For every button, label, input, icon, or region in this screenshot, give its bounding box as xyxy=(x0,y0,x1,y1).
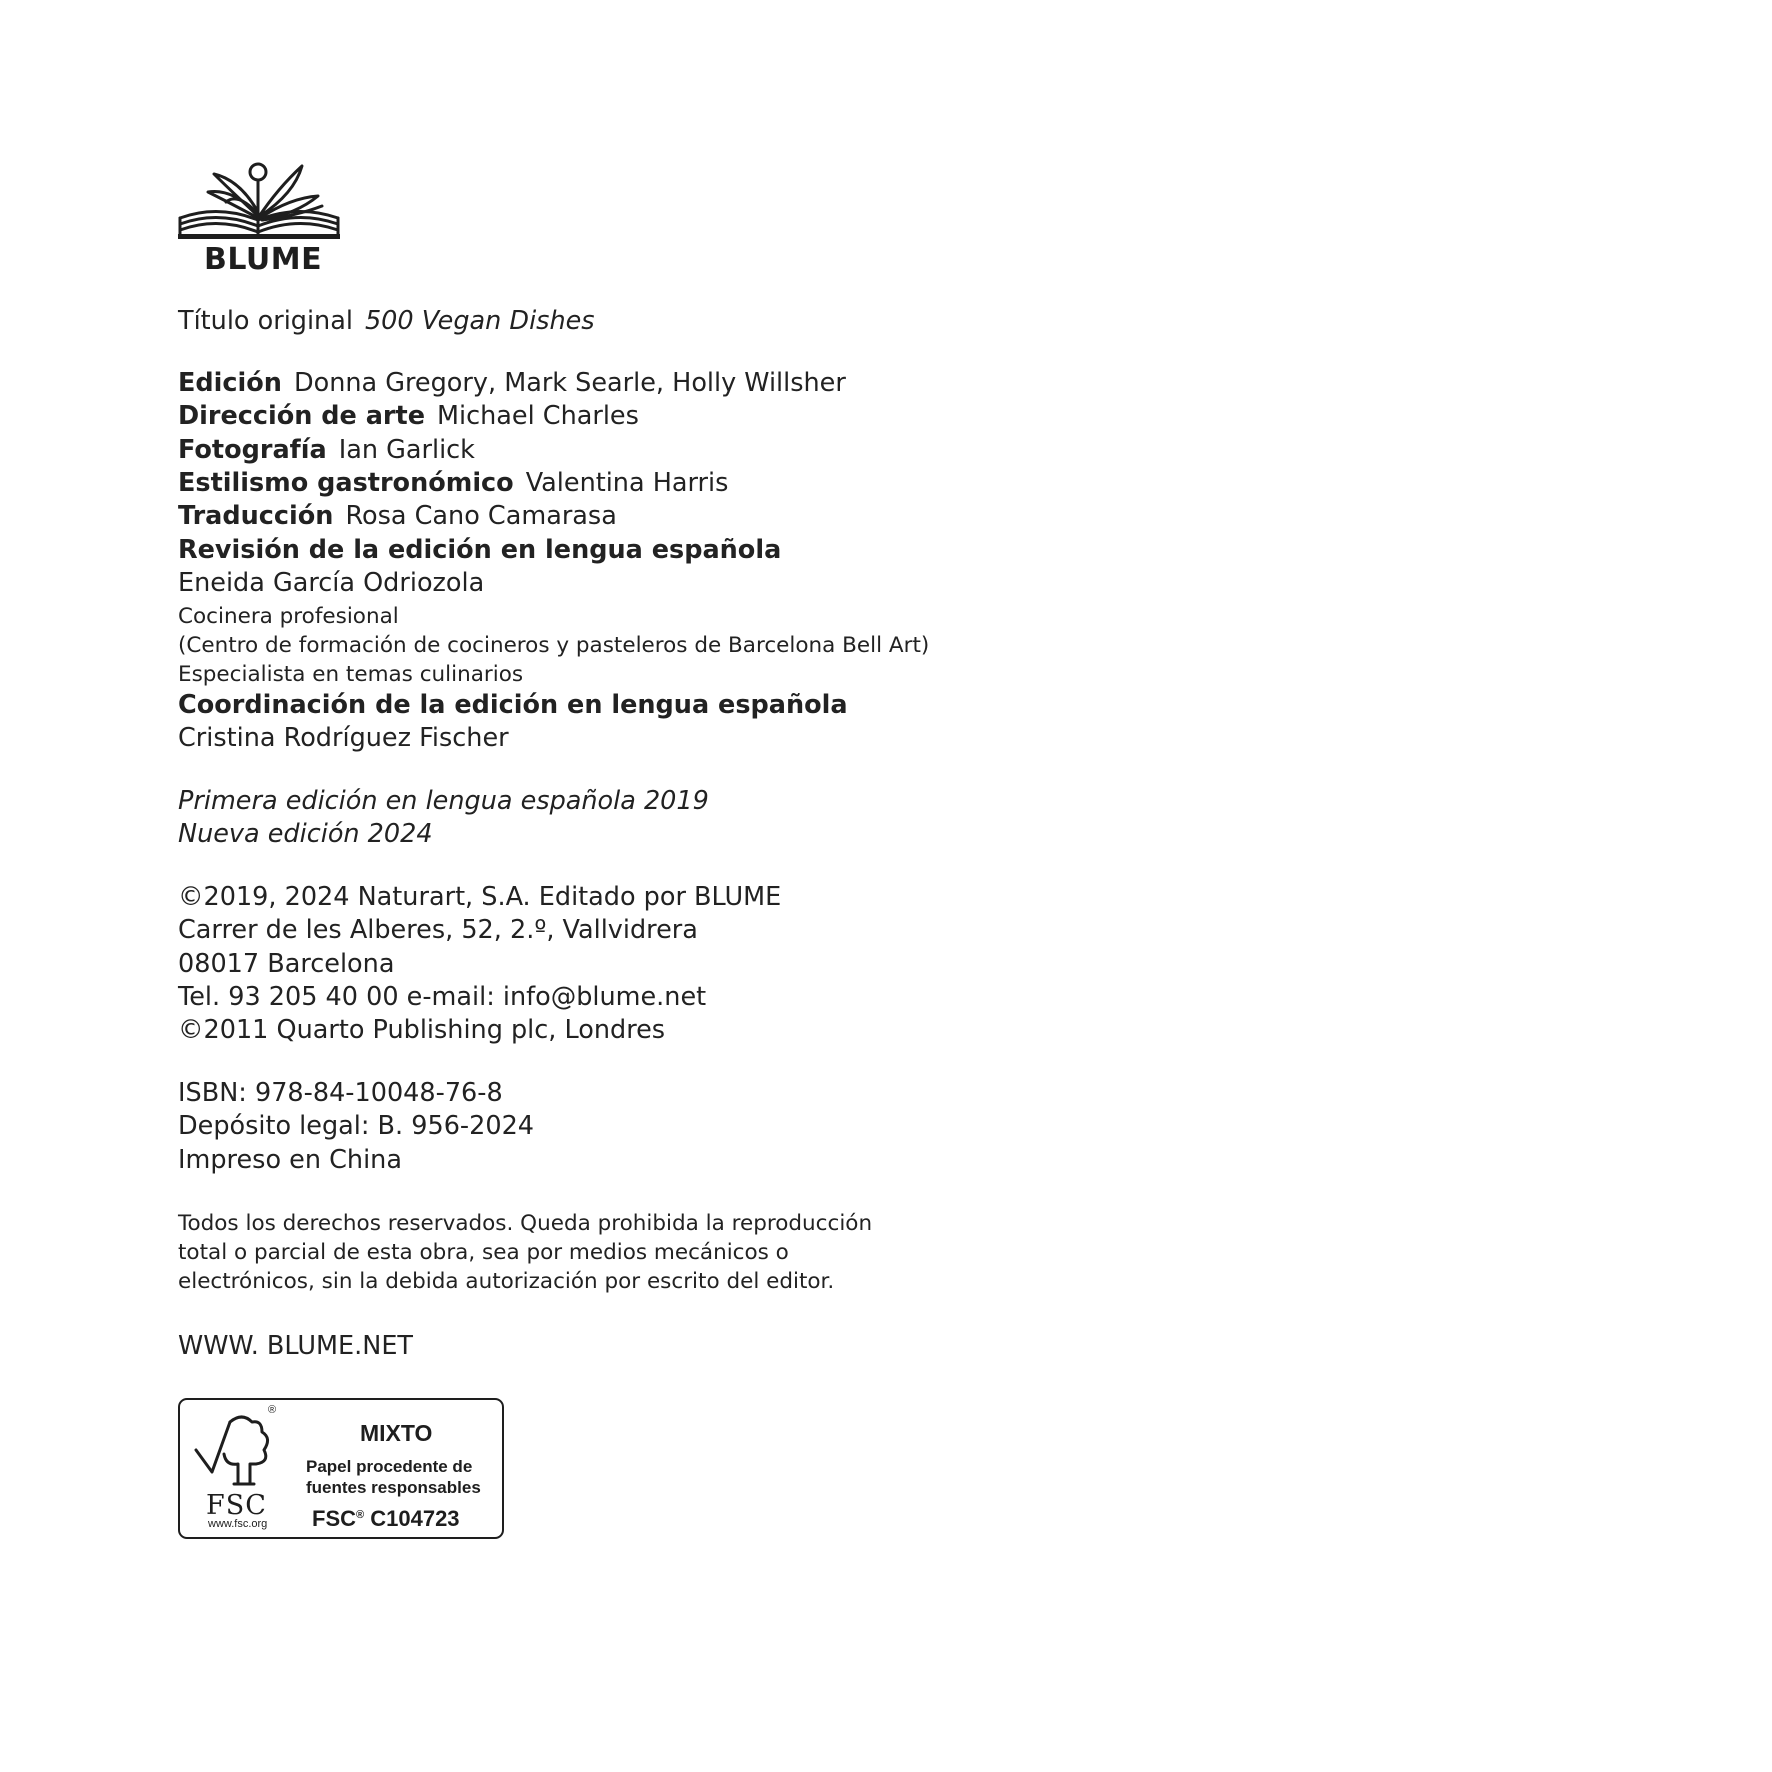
credit-line xyxy=(178,500,617,533)
rights-line: Todos los derechos reservados. Queda prohibida la reproducción xyxy=(178,1211,873,1236)
fsc-certification-badge xyxy=(178,1398,504,1539)
edition-line: Nueva edición 2024 xyxy=(178,819,433,849)
open-book-plant-icon xyxy=(178,158,340,242)
fsc-code-mark: ® xyxy=(356,1509,365,1521)
revision-detail: Cocinera profesional xyxy=(178,604,399,629)
fsc-registered-mark: ® xyxy=(268,1404,277,1416)
blume-logo xyxy=(178,158,340,276)
credit-label: Traducción xyxy=(178,501,334,531)
isbn: ISBN: 978-84-10048-76-8 xyxy=(178,1078,503,1108)
credit-value: Donna Gregory, Mark Searle, Holly Willsher xyxy=(293,368,846,398)
original-title-label: Título original xyxy=(178,306,353,336)
credit-label: Edición xyxy=(178,368,282,398)
credit-line xyxy=(178,434,475,467)
revision-detail: Especialista en temas culinarios xyxy=(178,662,524,687)
credit-label: Estilismo gastronómico xyxy=(178,468,514,498)
credit-line xyxy=(178,467,728,500)
credit-line xyxy=(178,367,846,400)
publisher-line: ©2011 Quarto Publishing plc, Londres xyxy=(178,1015,666,1045)
credit-value: Ian Garlick xyxy=(338,435,475,465)
publisher-line: ©2019, 2024 Naturart, S.A. Editado por BLUME xyxy=(178,882,782,912)
revision-detail: (Centro de formación de cocineros y pasteleros de Barcelona Bell Art) xyxy=(178,633,930,658)
publisher-line: 08017 Barcelona xyxy=(178,949,395,979)
rights-line: total o parcial de esta obra, sea por medios mecánicos o xyxy=(178,1240,789,1265)
publisher-line: Tel. 93 205 40 00 e-mail: info@blume.net xyxy=(178,982,707,1012)
original-title-line xyxy=(178,305,595,338)
website: WWW. BLUME.NET xyxy=(178,1331,414,1361)
rights-line: electrónicos, sin la debida autorización por escrito del editor. xyxy=(178,1269,835,1294)
credit-value: Valentina Harris xyxy=(525,468,729,498)
coordination-name: Cristina Rodríguez Fischer xyxy=(178,723,509,753)
revision-label: Revisión de la edición en lengua española xyxy=(178,535,782,565)
revision-name: Eneida García Odriozola xyxy=(178,568,485,598)
fsc-category: MIXTO xyxy=(360,1420,433,1446)
fsc-letters: FSC xyxy=(206,1490,267,1521)
printed-in: Impreso en China xyxy=(178,1145,402,1175)
credit-value: Michael Charles xyxy=(437,401,639,431)
fsc-url: www.fsc.org xyxy=(208,1518,268,1530)
credit-value: Rosa Cano Camarasa xyxy=(345,501,617,531)
fsc-code-number: C104723 xyxy=(370,1506,460,1531)
fsc-code-prefix: FSC xyxy=(312,1506,356,1531)
fsc-tree-check-icon xyxy=(192,1410,276,1492)
coordination-label: Coordinación de la edición en lengua española xyxy=(178,690,848,720)
credit-label: Fotografía xyxy=(178,435,327,465)
publisher-line: Carrer de les Alberes, 52, 2.º, Vallvidrera xyxy=(178,915,698,945)
credit-line xyxy=(178,400,639,433)
edition-line: Primera edición en lengua española 2019 xyxy=(178,786,709,816)
logo-wordmark: BLUME xyxy=(204,242,323,277)
credit-label: Dirección de arte xyxy=(178,401,425,431)
fsc-license-code xyxy=(312,1506,460,1532)
original-title-value: 500 Vegan Dishes xyxy=(364,306,595,336)
legal-deposit: Depósito legal: B. 956-2024 xyxy=(178,1111,535,1141)
fsc-paper-line: fuentes responsables xyxy=(306,1478,481,1497)
fsc-paper-line: Papel procedente de xyxy=(306,1457,473,1476)
